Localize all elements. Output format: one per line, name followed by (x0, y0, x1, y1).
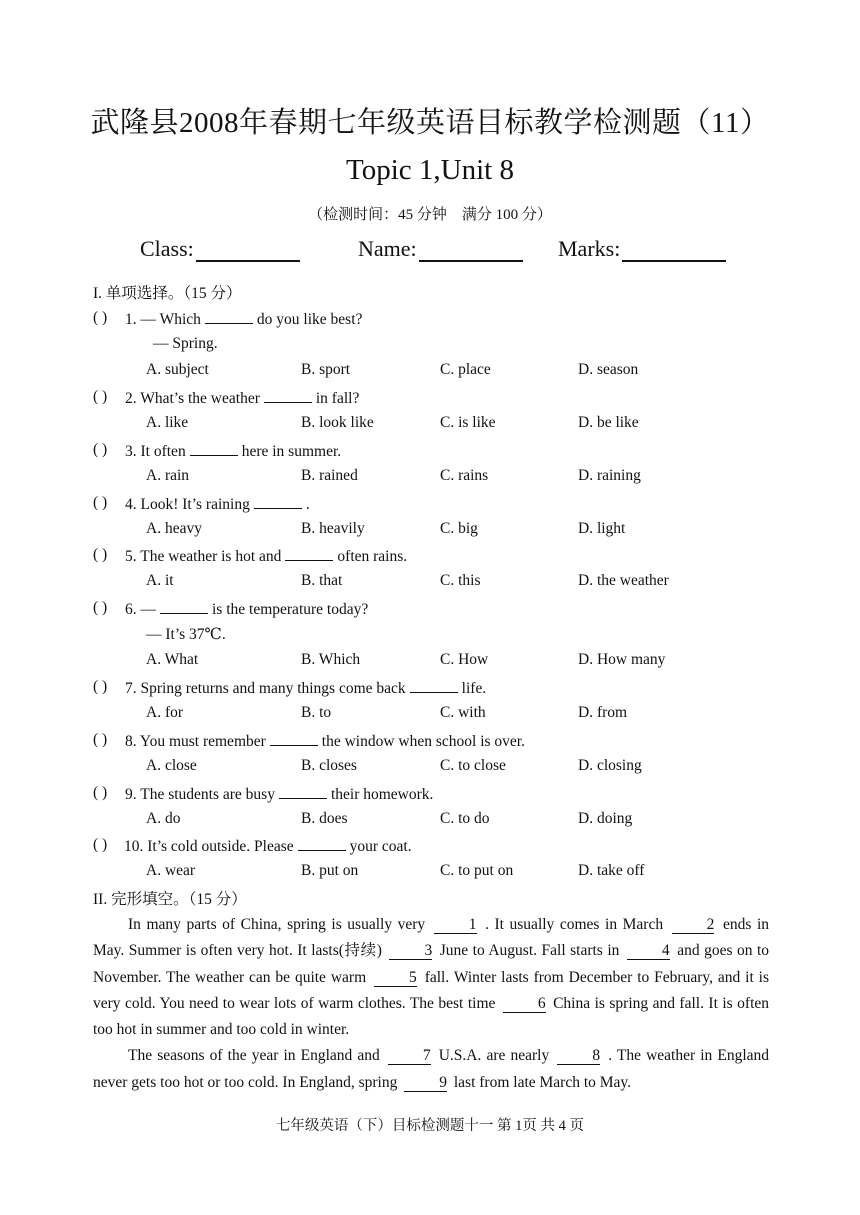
answer-paren: ( ) (93, 546, 108, 563)
option-d: D. season (578, 361, 639, 378)
answer-blank (254, 494, 302, 509)
option-c: C. big (440, 520, 478, 537)
document-subtitle: Topic 1,Unit 8 (346, 154, 514, 186)
question-text (125, 388, 359, 408)
option-b: B. that (301, 572, 343, 589)
question-stem: 10. It’s cold outside. Please (124, 838, 294, 855)
cloze-text: last from late March to May. (453, 1073, 632, 1091)
question-text (125, 494, 310, 514)
answer-blank (264, 388, 312, 403)
option-b: B. closes (301, 757, 357, 774)
option-a: A. wear (146, 862, 196, 879)
answer-blank (279, 784, 327, 799)
question-stem-end: their homework. (330, 786, 434, 803)
question-reply: — Spring. (153, 335, 218, 352)
option-a: A. for (146, 704, 184, 721)
answer-blank (270, 731, 318, 746)
answer-blank (205, 309, 253, 324)
question-stem-end: in fall? (315, 390, 360, 407)
option-b: B. to (301, 704, 332, 721)
question-stem-end: your coat. (349, 838, 412, 855)
class-field (140, 236, 300, 262)
option-d: D. take off (578, 862, 645, 879)
cloze-blank: 3 (389, 943, 432, 960)
cloze-text: fall. Winter lasts from December to February, and it is very cold. You need to wear lots of warm clothes. The best time (93, 968, 770, 1012)
question-stem-end: the window when school is over. (321, 733, 525, 750)
question-stem-end: do you like best? (256, 311, 363, 328)
cloze-blank: 2 (672, 917, 715, 934)
option-d: D. closing (578, 757, 642, 774)
question-stem: 4. Look! It’s raining (125, 496, 250, 513)
question-stem: 5. The weather is hot and (125, 548, 282, 565)
cloze-blank: 7 (388, 1048, 431, 1065)
option-a: A. do (146, 810, 181, 827)
cloze-text: The seasons of the year in England and (128, 1047, 380, 1065)
option-c: C. place (440, 361, 491, 378)
section2-heading: II. 完形填空。（15 分） (93, 891, 247, 908)
question-text (125, 546, 407, 566)
cloze-text: . The weather in England never gets too hot or too cold. In England, spring (93, 1047, 770, 1091)
class-blank (196, 238, 300, 262)
option-a: A. rain (146, 467, 190, 484)
answer-paren: ( ) (93, 441, 108, 458)
question-stem: 1. — Which (125, 311, 201, 328)
option-d: D. be like (578, 414, 639, 431)
question-stem: 9. The students are busy (125, 786, 275, 803)
page-footer: 七年级英语（下）目标检测题十一 第 1页 共 4 页 (275, 1118, 585, 1134)
class-label: Class: (140, 236, 194, 261)
marks-label: Marks: (558, 236, 621, 261)
question-reply: — It’s 37℃. (146, 626, 226, 643)
option-c: C. with (440, 704, 486, 721)
question-text (125, 784, 433, 804)
cloze-text: . It usually comes in March (485, 916, 664, 933)
question-stem: 3. It often (125, 443, 186, 460)
answer-blank (160, 599, 208, 614)
answer-paren: ( ) (93, 599, 108, 616)
option-a: A. What (146, 651, 199, 668)
option-c: C. rains (440, 467, 489, 484)
answer-paren: ( ) (93, 836, 108, 853)
cloze-blank: 1 (434, 917, 477, 934)
answer-paren: ( ) (93, 309, 108, 326)
answer-paren: ( ) (93, 678, 108, 695)
cloze-text: In many parts of China, spring is usually very (128, 916, 426, 933)
option-a: A. subject (146, 361, 209, 378)
option-d: D. doing (578, 810, 633, 827)
cloze-blank: 5 (374, 970, 417, 987)
answer-blank (190, 441, 238, 456)
question-stem: 6. — (125, 601, 156, 618)
cloze-text: June to August. Fall starts in (439, 942, 620, 960)
question-stem: 2. What’s the weather (125, 390, 260, 407)
option-a: A. it (146, 572, 174, 589)
option-a: A. close (146, 757, 197, 774)
question-text (125, 678, 486, 698)
question-text (125, 441, 341, 461)
option-b: B. sport (301, 361, 351, 378)
section1-heading: I. 单项选择。（15 分） (93, 285, 242, 302)
option-c: C. to do (440, 810, 490, 827)
question-text (124, 836, 412, 856)
question-text (125, 731, 525, 751)
cloze-paragraph-2 (93, 1043, 769, 1096)
cloze-blank: 6 (503, 996, 546, 1013)
option-b: B. rained (301, 467, 358, 484)
marks-blank (622, 238, 726, 262)
cloze-passage (93, 912, 769, 1096)
option-c: C. to close (440, 757, 506, 774)
option-c: C. How (440, 651, 489, 668)
cloze-text: U.S.A. are nearly (438, 1047, 550, 1065)
cloze-text: China is spring and fall. It is often too hot in summer and too cold in winter. (93, 994, 770, 1039)
option-b: B. Which (301, 651, 361, 668)
answer-blank (410, 678, 458, 693)
option-a: A. heavy (146, 520, 202, 537)
cloze-blank: 4 (627, 943, 670, 960)
answer-blank (285, 546, 333, 561)
option-d: D. the weather (578, 572, 669, 589)
option-d: D. from (578, 704, 628, 721)
option-b: B. does (301, 810, 348, 827)
question-text (125, 309, 362, 329)
question-stem: 7. Spring returns and many things come back (125, 680, 406, 697)
name-blank (419, 238, 523, 262)
answer-paren: ( ) (93, 388, 108, 405)
option-a: A. like (146, 414, 189, 431)
option-d: D. How many (578, 651, 666, 668)
option-d: D. raining (578, 467, 641, 484)
cloze-paragraph-1 (93, 912, 769, 1043)
name-label: Name: (358, 236, 417, 261)
option-c: C. this (440, 572, 481, 589)
answer-paren: ( ) (93, 784, 108, 801)
question-stem-end: life. (461, 680, 487, 697)
option-b: B. heavily (301, 520, 365, 537)
exam-timing: （检测时间：45 分钟 满分 100 分） (308, 207, 552, 223)
name-field (358, 236, 523, 262)
marks-field (558, 236, 726, 262)
option-b: B. look like (301, 414, 374, 431)
cloze-blank: 8 (557, 1048, 600, 1065)
question-stem-end: here in summer. (241, 443, 342, 460)
document-title: 武隆县2008年春期七年级英语目标教学检测题（11） (90, 107, 770, 139)
answer-paren: ( ) (93, 731, 108, 748)
question-stem-end: . (305, 496, 310, 513)
question-stem-end: often rains. (337, 548, 408, 565)
cloze-text: ends in May. Summer is often very hot. It lasts(持续) (93, 916, 769, 960)
option-b: B. put on (301, 862, 359, 879)
cloze-text: and goes on to November. The weather can be quite warm (93, 942, 770, 986)
option-c: C. is like (440, 414, 496, 431)
option-d: D. light (578, 520, 626, 537)
option-c: C. to put on (440, 862, 514, 879)
question-text (125, 599, 368, 619)
question-stem-end: is the temperature today? (212, 601, 369, 618)
question-stem: 8. You must remember (125, 733, 266, 750)
answer-blank (298, 836, 346, 851)
answer-paren: ( ) (93, 494, 108, 511)
cloze-blank: 9 (404, 1075, 447, 1092)
